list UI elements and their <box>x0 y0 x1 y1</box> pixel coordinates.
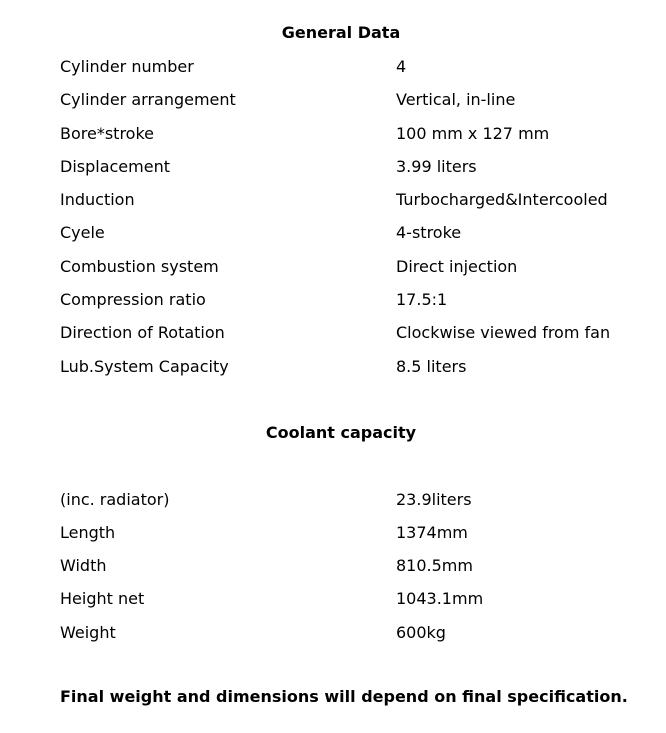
spec-row-displacement <box>60 156 660 178</box>
spec-row-length <box>60 522 660 544</box>
spec-label: Length <box>60 523 116 542</box>
spec-value: 8.5 liters <box>396 357 467 376</box>
spec-label: Lub.System Capacity <box>60 357 229 376</box>
spec-value: Turbocharged&Intercooled <box>396 190 608 209</box>
spec-label: Height net <box>60 589 145 608</box>
spec-value: Clockwise viewed from fan <box>396 323 611 342</box>
footnote: Final weight and dimensions will depend on final specification. <box>60 687 628 706</box>
spec-value: 1374mm <box>396 523 468 542</box>
spec-value: Direct injection <box>396 257 518 276</box>
spec-row-cylinder-number <box>60 56 660 78</box>
spec-row-cylinder-arrangement <box>60 89 660 111</box>
spec-label: (inc. radiator) <box>60 490 170 509</box>
spec-value: 4 <box>396 57 407 76</box>
spec-value: 810.5mm <box>396 556 473 575</box>
spec-label: Weight <box>60 623 116 642</box>
spec-row-direction-of-rotation <box>60 322 660 344</box>
spec-row-weight <box>60 622 660 644</box>
spec-row-bore-stroke <box>60 123 660 145</box>
spec-row-height-net <box>60 588 660 610</box>
general-data-title: General Data <box>281 23 401 42</box>
spec-row-induction <box>60 189 660 211</box>
spec-value: 4-stroke <box>396 223 462 242</box>
spec-row-width <box>60 555 660 577</box>
spec-label: Direction of Rotation <box>60 323 225 342</box>
spec-value: 100 mm x 127 mm <box>396 124 550 143</box>
spec-label: Induction <box>60 190 135 209</box>
spec-label: Bore*stroke <box>60 124 154 143</box>
spec-value: 3.99 liters <box>396 157 477 176</box>
spec-label: Combustion system <box>60 257 219 276</box>
spec-value: 17.5:1 <box>396 290 448 309</box>
spec-value: 600kg <box>396 623 446 642</box>
spec-row-lub-system-capacity <box>60 356 660 378</box>
spec-row-cycle <box>60 222 660 244</box>
spec-label: Compression ratio <box>60 290 206 309</box>
spec-value: 1043.1mm <box>396 589 484 608</box>
spec-value: Vertical, in-line <box>396 90 516 109</box>
spec-label: Cylinder number <box>60 57 194 76</box>
spec-row-inc-radiator <box>60 489 660 511</box>
spec-label: Cylinder arrangement <box>60 90 236 109</box>
spec-value: 23.9liters <box>396 490 472 509</box>
spec-label: Displacement <box>60 157 170 176</box>
coolant-capacity-title: Coolant capacity <box>265 423 417 442</box>
spec-row-combustion-system <box>60 256 660 278</box>
spec-label: Cyele <box>60 223 105 242</box>
spec-label: Width <box>60 556 107 575</box>
spec-row-compression-ratio <box>60 289 660 311</box>
